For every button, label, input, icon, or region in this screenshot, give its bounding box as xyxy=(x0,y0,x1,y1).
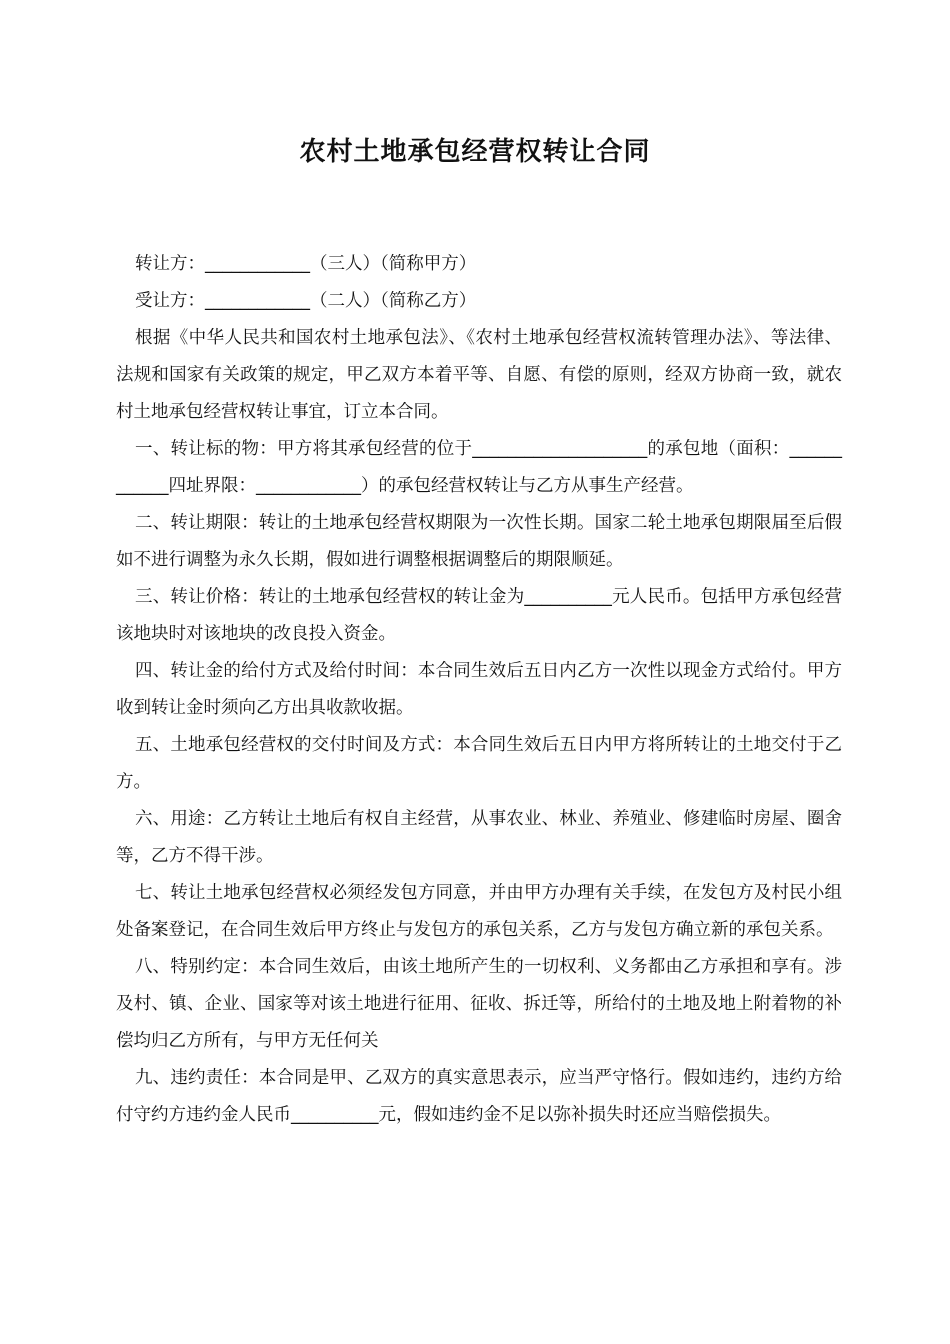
clause-4-payment: 四、转让金的给付方式及给付时间：本合同生效后五日内乙方一次性以现金方式给付。甲方收到转让金时须向乙方出具收款收据。 xyxy=(116,661,842,718)
preamble-paragraph: 根据《中华人民共和国农村土地承包法》、《农村土地承包经营权流转管理办法》、等法律、法规和国家有关政策的规定，甲乙双方本着平等、自愿、有偿的原则，经双方协商一致，就农村土地承包经营权转让事宜，订立本合同。 xyxy=(116,328,842,422)
clause-8-special-agreement: 八、特别约定：本合同生效后，由该土地所产生的一切权利、义务都由乙方承担和享有。涉及村、镇、企业、国家等对该土地进行征用、征收、拆迁等，所给付的土地及地上附着物的补偿均归乙方所有，与甲方无任何关 xyxy=(116,957,842,1051)
clause-7-approval: 七、转让土地承包经营权必须经发包方同意，并由甲方办理有关手续，在发包方及村民小组处备案登记，在合同生效后甲方终止与发包方的承包关系，乙方与发包方确立新的承包关系。 xyxy=(116,883,842,940)
clause-9-breach: 九、违约责任：本合同是甲、乙双方的真实意思表示，应当严守恪行。假如违约，违约方给付守约方违约金人民币__________元，假如违约金不足以弥补损失时还应当赔偿损失。 xyxy=(116,1068,842,1125)
clause-3-price: 三、转让价格：转让的土地承包经营权的转让金为__________元人民币。包括甲方承包经营该地块时对该地块的改良投入资金。 xyxy=(116,587,842,644)
transferor-line: 转让方：____________（三人）（简称甲方） xyxy=(135,254,477,274)
clause-2-term: 二、转让期限：转让的土地承包经营权期限为一次性长期。国家二轮土地承包期限届至后假如不进行调整为永久长期，假如进行调整根据调整后的期限顺延。 xyxy=(116,513,842,570)
clause-1-subject: 一、转让标的物：甲方将其承包经营的位于____________________的承包地（面积：____________四址界限：____________）的承包经营权转让与乙方从事生产经营。 xyxy=(116,439,842,496)
document-title: 农村土地承包经营权转让合同 xyxy=(299,137,651,167)
contract-body xyxy=(116,246,842,1134)
transferee-line: 受让方：____________（二人）（简称乙方） xyxy=(135,291,477,311)
clause-5-delivery: 五、土地承包经营权的交付时间及方式：本合同生效后五日内甲方将所转让的土地交付于乙方。 xyxy=(116,735,842,792)
clause-6-usage: 六、用途：乙方转让土地后有权自主经营，从事农业、林业、养殖业、修建临时房屋、圈舍等，乙方不得干涉。 xyxy=(116,809,842,866)
